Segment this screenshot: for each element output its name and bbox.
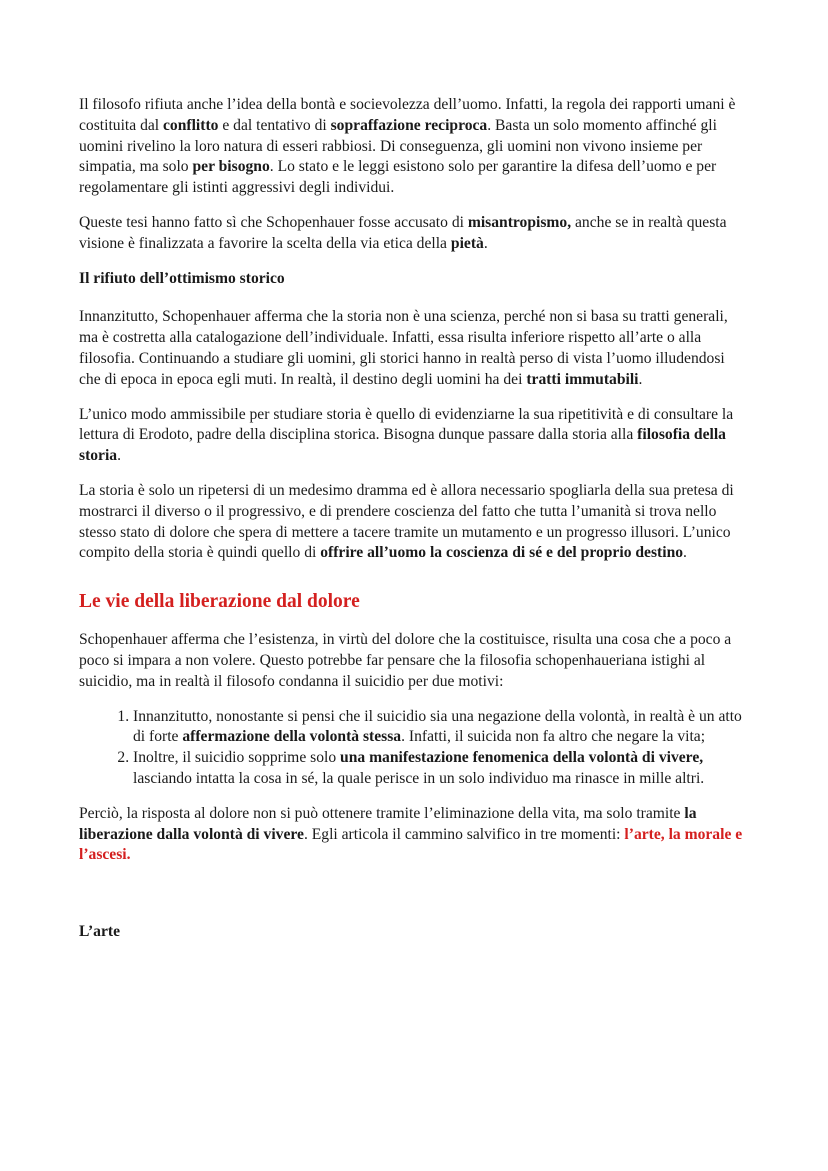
text: Innanzitutto, Schopenhauer afferma che la storia non è una scienza, perché non si basa su tratti generali, ma è costretta alla catalogazione dell’individuale. Infatti, essa risulta inferiore rispetto all’arte o alla filosofia. Continuando a studiare gli uomini, gli storici hanno in realtà perso di vista l’uomo illudendosi che di epoca in epoca egli muti. In realtà, il destino degli uomini ha dei [79,308,728,388]
text: e dal tentativo di [218,116,331,134]
bold-term: affermazione della volontà stessa [182,728,402,746]
text: Queste tesi hanno fatto sì che Schopenhauer fosse accusato di [79,213,468,231]
bold-term: conflitto [163,116,219,134]
bold-term: misantropismo, [467,213,572,231]
bold-term: tratti immutabili [526,370,639,388]
bold-term: filosofia della storia [79,426,726,465]
text: . Basta un solo momento affinché gli uomini rivelino la loro natura di esseri rabbiosi. Di conseguenza, gli uomini non vivono insieme per simpatia, ma solo [79,116,717,176]
text: lasciando intatta la cosa in sé, la quale perisce in un solo individuo ma rinasce in mille altri. [133,769,705,787]
bold-term: per bisogno [192,158,270,176]
text: Innanzitutto, nonostante si pensi che il suicidio sia una negazione della volontà, in realtà è un atto di forte [133,707,742,746]
paragraph-suicide-intro [79,630,749,692]
text: . [117,447,122,465]
paragraph-conflict [79,95,749,199]
bold-term: pietà [450,234,484,252]
text: Perciò, la risposta al dolore non si può ottenere tramite l’eliminazione della vita, ma solo tramite [79,804,685,822]
text: Inoltre, il suicidio sopprime solo [133,749,341,767]
paragraph-history-drama [79,481,749,564]
list-item [133,748,749,790]
subheading-historical-optimism: Il rifiuto dell’ottimismo storico [79,269,285,287]
paragraph-misanthropy [79,213,749,255]
paragraph-herodotus [79,405,749,467]
paragraph-liberation [79,804,749,866]
text: . [483,234,488,252]
text: . Infatti, il suicida non fa altro che negare la vita; [401,728,706,746]
reasons-list [79,707,749,790]
text: Schopenhauer afferma che l’esistenza, in virtù del dolore che la costituisce, risulta una cosa che a poco a poco si impara a non volere. Questo potrebbe far pensare che la filosofia schopenhaueriana istighi al suicidio, ma in realtà il filosofo condanna il suicidio per due motivi: [79,631,732,690]
section-heading: Le vie della liberazione dal dolore [79,591,360,613]
list-item [133,707,749,749]
text: L’unico modo ammissibile per studiare storia è quello di evidenziarne la sua ripetitività e di consultare la lettura di Erodoto, padre della disciplina storica. Bisogna dunque passare dalla storia alla [79,405,734,444]
bold-term: sopraffazione reciproca [330,116,488,134]
bold-term: la liberazione dalla volontà di vivere [79,804,697,843]
bold-term: offrire all’uomo la coscienza di sé e del proprio destino [320,544,684,562]
text: . [683,544,687,562]
red-highlight: l’arte, la morale e l’ascesi. [79,825,743,864]
text: . Egli articola il cammino salvifico in tre momenti: [303,825,625,843]
text: La storia è solo un ripetersi di un medesimo dramma ed è allora necessario spogliarla della sua pretesa di mostrarci il diverso o il progressivo, e di prendere coscienza del fatto che tutta l’umanità si trova nello stesso stato di dolore che spera di mettere a tacere tramite un mutamento e un progresso illusori. L’unico compito della storia è quindi quello di [79,481,734,562]
document-page [79,95,749,961]
text: . Lo stato e le leggi esistono solo per garantire la difesa dell’uomo e per regolamentare gli istinti aggressivi degli individui. [79,158,717,197]
text: . [638,370,643,388]
text: anche se in realtà questa visione è finalizzata a favorire la scelta della via etica della [79,213,727,252]
text: Il filosofo rifiuta anche l’idea della bontà e socievolezza dell’uomo. Infatti, la regola dei rapporti umani è costituita dal [79,96,736,134]
subheading-art: L’arte [79,923,120,941]
paragraph-history-science [79,307,749,390]
bold-term: una manifestazione fenomenica della volontà di vivere, [340,749,704,767]
